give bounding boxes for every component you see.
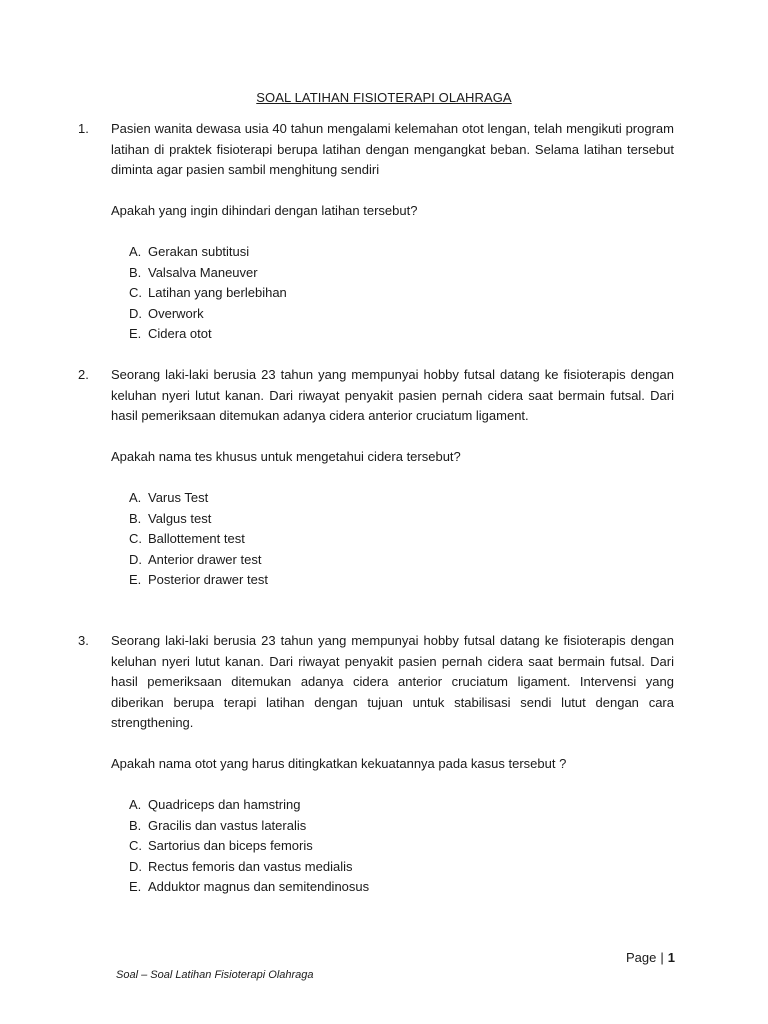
answer-option xyxy=(129,877,674,898)
question-number: 3. xyxy=(78,633,89,648)
option-letter: D. xyxy=(129,858,142,874)
answer-option xyxy=(129,283,674,304)
option-text: Overwork xyxy=(148,305,204,321)
answer-option xyxy=(129,509,674,530)
question-prompt: Apakah nama tes khusus untuk mengetahui cidera tersebut? xyxy=(111,449,461,464)
option-text: Latihan yang berlebihan xyxy=(148,285,287,300)
answer-option xyxy=(129,795,674,816)
option-letter: B. xyxy=(129,264,142,280)
option-letter: E. xyxy=(129,879,142,894)
question-text: Seorang laki-laki berusia 23 tahun yang mempunyai hobby futsal datang ke fisioterapis dengan keluhan nyeri lutut kanan. Dari riwayat penyakit pasien pernah cidera saat bermain futsal. Dari hasil pemeriksaan ditemukan adanya cidera anterior cruciatum ligament. xyxy=(111,367,674,423)
option-letter: C. xyxy=(129,838,142,853)
option-text: Sartorius dan biceps femoris xyxy=(148,838,313,853)
answer-option xyxy=(129,263,674,284)
option-letter: E. xyxy=(129,572,142,587)
answer-option xyxy=(129,488,674,509)
option-letter: B. xyxy=(129,817,142,833)
footer-text: Soal – Soal Latihan Fisioterapi Olahraga xyxy=(116,969,314,981)
answer-option xyxy=(129,304,674,325)
option-text: Gracilis dan vastus lateralis xyxy=(148,817,307,833)
option-text: Valgus test xyxy=(148,510,212,526)
document-title: SOAL LATIHAN FISIOTERAPI OLAHRAGA xyxy=(256,90,512,105)
answer-options xyxy=(129,488,674,591)
option-text: Cidera otot xyxy=(148,326,212,341)
page-label: Page xyxy=(626,950,657,965)
option-text: Valsalva Maneuver xyxy=(148,264,258,280)
question-number: 1. xyxy=(78,121,89,136)
page-number-value: 1 xyxy=(667,950,675,965)
question-1 xyxy=(78,119,674,345)
option-text: Ballottement test xyxy=(148,531,245,546)
answer-option xyxy=(129,836,674,857)
answer-options xyxy=(129,795,674,898)
page-separator: | xyxy=(660,950,664,965)
option-letter: C. xyxy=(129,285,142,300)
option-letter: E. xyxy=(129,326,142,341)
option-letter: A. xyxy=(129,244,142,259)
question-text: Seorang laki-laki berusia 23 tahun yang mempunyai hobby futsal datang ke fisioterapis dengan keluhan nyeri lutut kanan. Dari riwayat penyakit pasien pernah cidera saat bermain futsal. Dari hasil pemeriksaan ditemukan adanya cidera anterior cruciatum ligament. Intervensi yang diberikan berupa terapi latihan dengan tujuan untuk stabilisasi sendi lutut dengan cara strengthening. xyxy=(111,633,674,730)
question-prompt: Apakah nama otot yang harus ditingkatkan kekuatannya pada kasus tersebut ? xyxy=(111,756,567,771)
option-text: Gerakan subtitusi xyxy=(148,244,250,259)
answer-options xyxy=(129,242,674,345)
answer-option xyxy=(129,570,674,591)
answer-option xyxy=(129,550,674,571)
option-letter: D. xyxy=(129,305,142,321)
option-text: Anterior drawer test xyxy=(148,551,262,567)
answer-option xyxy=(129,242,674,263)
option-text: Varus Test xyxy=(148,490,209,505)
question-prompt: Apakah yang ingin dihindari dengan latihan tersebut? xyxy=(111,203,418,218)
option-text: Quadriceps dan hamstring xyxy=(148,797,301,812)
option-text: Posterior drawer test xyxy=(148,572,268,587)
question-number: 2. xyxy=(78,367,89,382)
option-text: Rectus femoris dan vastus medialis xyxy=(148,858,353,874)
question-text: Pasien wanita dewasa usia 40 tahun mengalami kelemahan otot lengan, telah mengikuti program latihan di praktek fisioterapi berupa latihan dengan mengangkat beban. Selama latihan tersebut diminta agar pasien sambil menghitung sendiri xyxy=(111,121,674,177)
answer-option xyxy=(129,324,674,345)
answer-option xyxy=(129,857,674,878)
answer-option xyxy=(129,816,674,837)
option-text: Adduktor magnus dan semitendinosus xyxy=(148,879,370,894)
option-letter: C. xyxy=(129,531,142,546)
question-3 xyxy=(78,631,674,898)
page-number xyxy=(626,948,675,969)
option-letter: A. xyxy=(129,490,142,505)
option-letter: B. xyxy=(129,510,142,526)
question-2 xyxy=(78,365,674,591)
answer-option xyxy=(129,529,674,550)
option-letter: D. xyxy=(129,551,142,567)
option-letter: A. xyxy=(129,797,142,812)
